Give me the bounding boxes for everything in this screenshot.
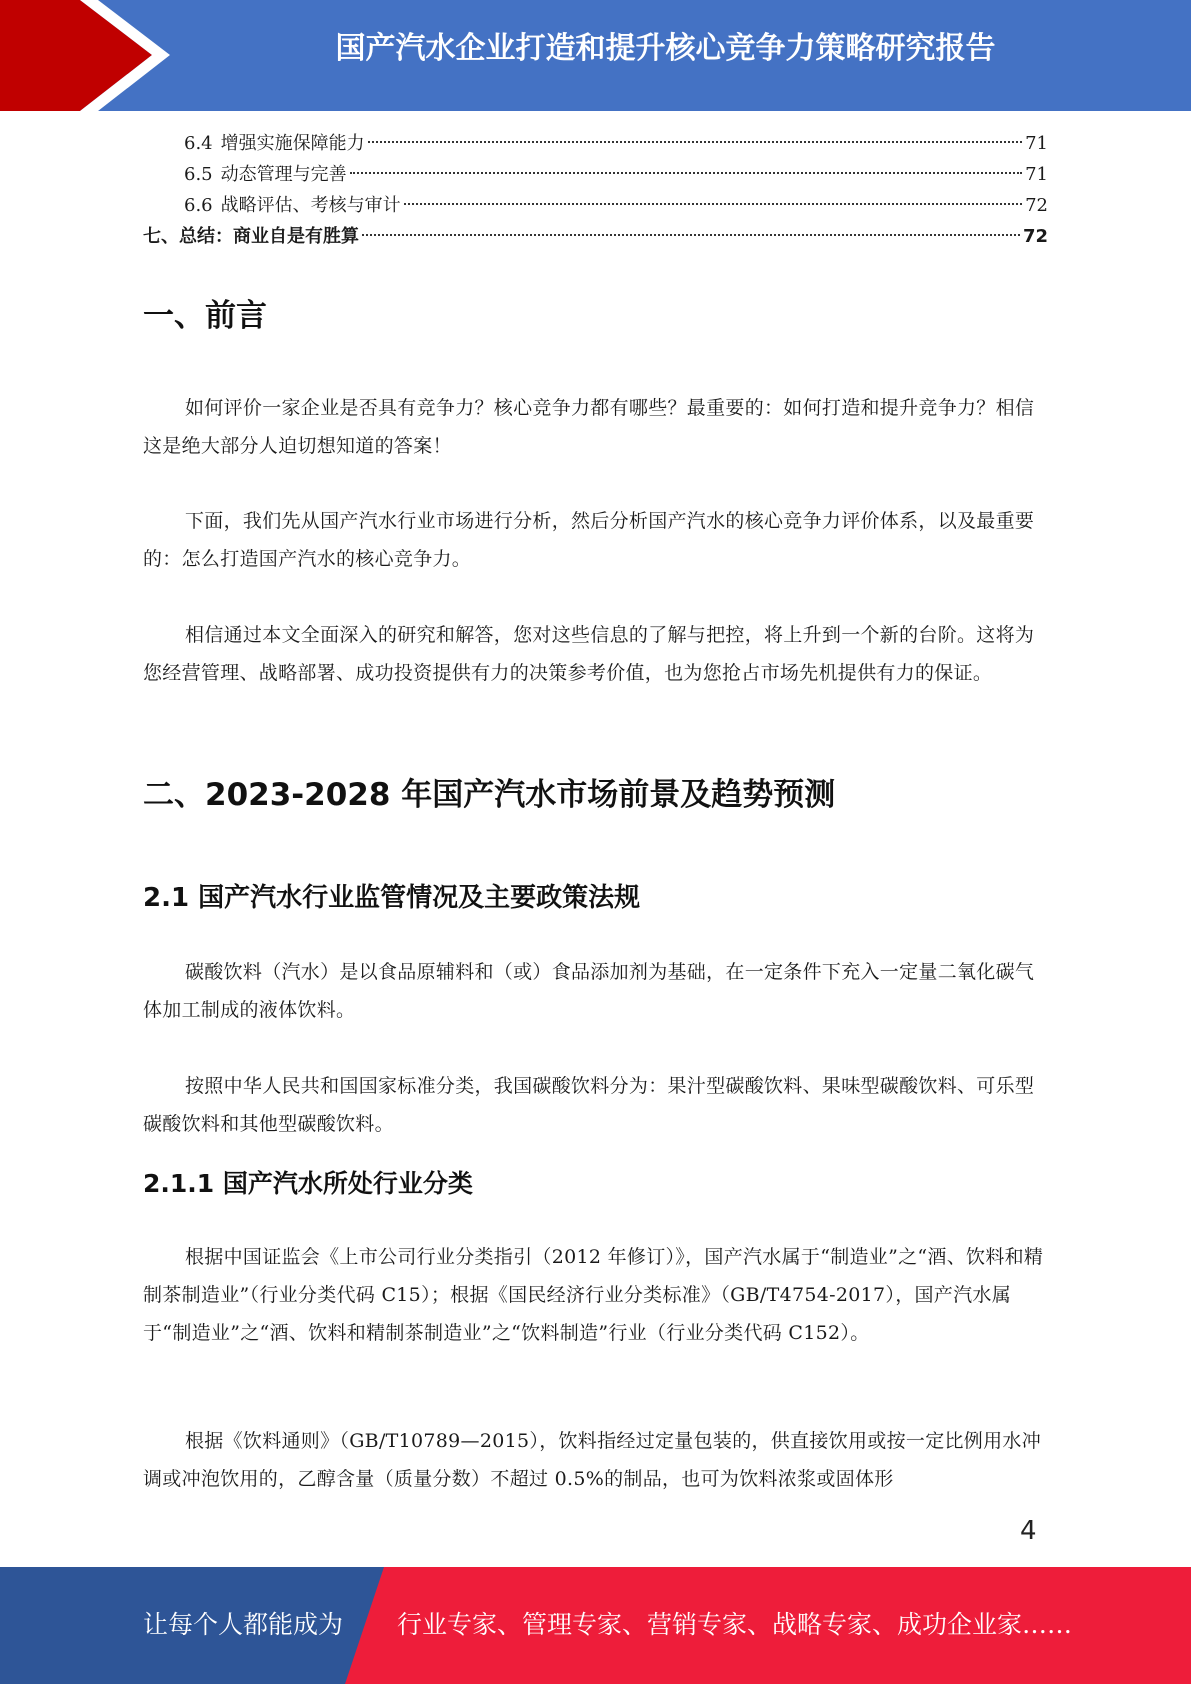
toc-entry-number: 6.5	[184, 164, 213, 185]
toc-entry-page: 72	[1025, 195, 1048, 216]
page-footer	[0, 1567, 1191, 1684]
header-title: 国产汽水企业打造和提升核心竞争力策略研究报告	[335, 31, 996, 66]
paragraph: 下面，我们先从国产汽水行业市场进行分析，然后分析国产汽水的核心竞争力评价体系，以及最重要的：怎么打造国产汽水的核心竞争力。	[143, 510, 1035, 570]
toc-entry-number: 6.4	[184, 133, 213, 154]
section-heading-forecast: 二、2023-2028 年国产汽水市场前景及趋势预测	[143, 777, 836, 813]
toc-entry[interactable]	[143, 128, 1048, 159]
section-heading-preface: 一、前言	[143, 298, 267, 334]
toc-entry-page: 71	[1025, 133, 1048, 154]
paragraph: 如何评价一家企业是否具有竞争力？核心竞争力都有哪些？最重要的：如何打造和提升竞争力？相信这是绝大部分人迫切想知道的答案！	[143, 397, 1035, 457]
toc-leader-dots	[368, 141, 1022, 143]
paragraph: 按照中华人民共和国国家标准分类，我国碳酸饮料分为：果汁型碳酸饮料、果味型碳酸饮料、可乐型碳酸饮料和其他型碳酸饮料。	[143, 1075, 1035, 1135]
toc-entry-page: 72	[1022, 226, 1048, 247]
subsection-heading-classification: 2.1.1 国产汽水所处行业分类	[143, 1169, 473, 1198]
toc-entry[interactable]	[143, 190, 1048, 221]
footer-slogan-left: 让每个人都能成为	[143, 1610, 344, 1639]
toc-entry-label: 七、总结：商业自是有胜算	[143, 226, 359, 247]
subsection-heading-regulation: 2.1 国产汽水行业监管情况及主要政策法规	[143, 883, 641, 913]
toc-leader-dots	[362, 234, 1020, 236]
toc-entry[interactable]	[143, 159, 1048, 190]
table-of-contents	[143, 128, 1048, 252]
footer-slogan-right: 行业专家、管理专家、营销专家、战略专家、成功企业家……	[397, 1610, 1073, 1639]
toc-entry-page: 71	[1025, 164, 1048, 185]
toc-leader-dots	[350, 172, 1022, 174]
toc-entry-label: 增强实施保障能力	[220, 133, 365, 154]
page-number: 4	[1020, 1516, 1037, 1546]
toc-entry-number: 6.6	[184, 195, 213, 216]
toc-entry-label: 动态管理与完善	[220, 164, 347, 185]
toc-leader-dots	[404, 203, 1022, 205]
toc-entry-label: 战略评估、考核与审计	[220, 195, 401, 216]
page-header	[0, 0, 1191, 111]
paragraph: 根据中国证监会《上市公司行业分类指引（2012 年修订）》，国产汽水属于“制造业”之“酒、饮料和精制茶制造业”（行业分类代码 C15）；根据《国民经济行业分类标准》（GB/T4754-2017），国产汽水属于“制造业”之“酒、饮料和精制茶制造业”之“饮料制造”行业（行业分类代码 C152）。	[143, 1246, 1044, 1344]
paragraph: 根据《饮料通则》（GB/T10789—2015），饮料指经过定量包装的，供直接饮用或按一定比例用水冲调或冲泡饮用的，乙醇含量（质量分数）不超过 0.5%的制品，也可为饮料浓浆或固体形	[143, 1430, 1042, 1490]
toc-entry-chapter[interactable]	[143, 221, 1048, 252]
paragraph: 相信通过本文全面深入的研究和解答，您对这些信息的了解与把控，将上升到一个新的台阶。这将为您经营管理、战略部署、成功投资提供有力的决策参考价值，也为您抢占市场先机提供有力的保证。	[143, 624, 1035, 684]
paragraph: 碳酸饮料（汽水）是以食品原辅料和（或）食品添加剂为基础，在一定条件下充入一定量二氧化碳气体加工制成的液体饮料。	[143, 961, 1035, 1021]
